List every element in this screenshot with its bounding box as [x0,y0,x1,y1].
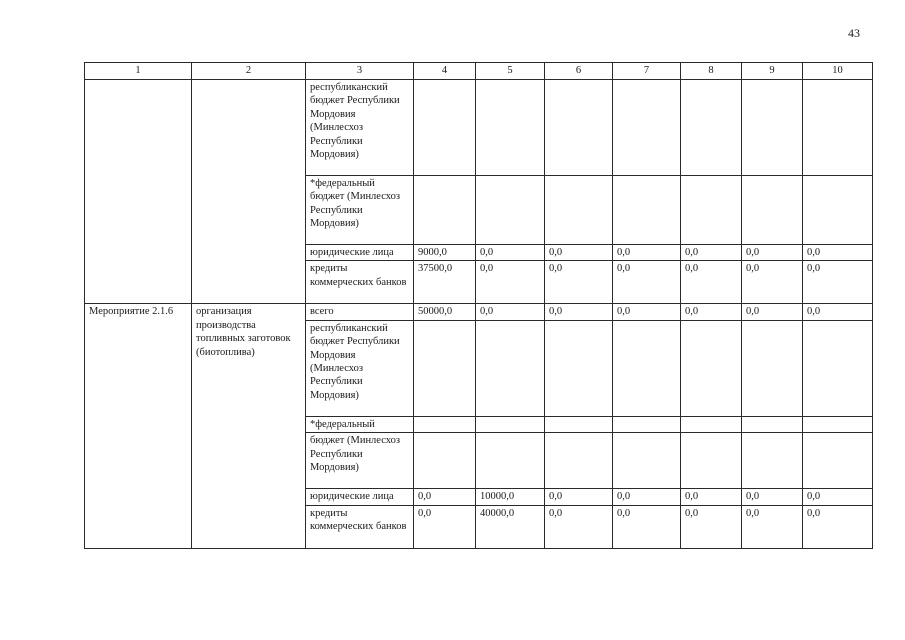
value-cell: 0,0 [545,304,613,320]
funding-source-cell: юридические лица [306,245,414,261]
measure-cell [85,80,192,304]
funding-source-cell: кредиты коммерческих банков [306,261,414,304]
value-cell: 0,0 [803,245,873,261]
value-cell: 0,0 [681,261,742,304]
funding-source-cell: *федеральный [306,416,414,432]
value-cell: 0,0 [742,304,803,320]
value-cell [414,433,476,489]
value-cell [545,416,613,432]
value-cell: 0,0 [545,505,613,548]
value-cell: 0,0 [681,245,742,261]
value-cell: 0,0 [681,304,742,320]
value-cell: 0,0 [803,261,873,304]
value-cell [803,320,873,416]
funding-source-cell: республиканский бюджет Республики Мордовия (Минлесхоз Республики Мордовия) [306,320,414,416]
value-cell: 0,0 [476,245,545,261]
value-cell [803,416,873,432]
table-row [85,304,873,320]
value-cell [476,176,545,245]
value-cell: 9000,0 [414,245,476,261]
funding-source-cell: юридические лица [306,489,414,505]
value-cell: 0,0 [681,489,742,505]
value-cell: 37500,0 [414,261,476,304]
value-cell [681,416,742,432]
value-cell: 0,0 [613,505,681,548]
value-cell: 0,0 [414,505,476,548]
value-cell: 0,0 [742,245,803,261]
value-cell: 0,0 [613,261,681,304]
funding-source-cell: *федеральный бюджет (Минлесхоз Республики Мордовия) [306,176,414,245]
value-cell: 0,0 [476,261,545,304]
column-number: 4 [414,63,476,80]
column-number: 7 [613,63,681,80]
value-cell [476,320,545,416]
column-number: 3 [306,63,414,80]
value-cell: 0,0 [742,261,803,304]
column-number: 1 [85,63,192,80]
value-cell: 40000,0 [476,505,545,548]
value-cell: 0,0 [803,304,873,320]
value-cell [681,80,742,176]
value-cell: 0,0 [803,505,873,548]
column-number: 10 [803,63,873,80]
value-cell [742,416,803,432]
value-cell [803,80,873,176]
measure-name-cell: организация производства топливных заготовок (биотоплива) [192,304,306,548]
value-cell: 0,0 [414,489,476,505]
value-cell: 0,0 [742,505,803,548]
value-cell: 0,0 [545,489,613,505]
value-cell [613,80,681,176]
value-cell: 0,0 [613,489,681,505]
value-cell [414,176,476,245]
column-number: 9 [742,63,803,80]
measure-name-cell [192,80,306,304]
value-cell [545,320,613,416]
funding-source-cell: всего [306,304,414,320]
value-cell [545,176,613,245]
value-cell: 10000,0 [476,489,545,505]
value-cell [476,433,545,489]
value-cell [545,80,613,176]
value-cell [414,416,476,432]
value-cell [681,433,742,489]
value-cell [414,80,476,176]
budget-table [84,62,873,549]
column-number: 6 [545,63,613,80]
value-cell [681,320,742,416]
value-cell: 0,0 [681,505,742,548]
value-cell [742,433,803,489]
value-cell [613,416,681,432]
value-cell [742,80,803,176]
value-cell [414,320,476,416]
measure-cell: Мероприятие 2.1.6 [85,304,192,548]
value-cell [742,176,803,245]
value-cell [476,80,545,176]
value-cell [681,176,742,245]
value-cell: 0,0 [545,261,613,304]
value-cell: 50000,0 [414,304,476,320]
page-number: 43 [848,26,860,40]
column-number: 2 [192,63,306,80]
value-cell: 0,0 [545,245,613,261]
value-cell: 0,0 [476,304,545,320]
value-cell [613,433,681,489]
value-cell: 0,0 [803,489,873,505]
value-cell: 0,0 [613,304,681,320]
value-cell: 0,0 [613,245,681,261]
table-row [85,80,873,176]
value-cell [545,433,613,489]
column-number: 8 [681,63,742,80]
funding-source-cell: кредиты коммерческих банков [306,505,414,548]
value-cell [476,416,545,432]
value-cell [742,320,803,416]
column-number: 5 [476,63,545,80]
column-number-row [85,63,873,80]
value-cell [613,320,681,416]
funding-source-cell: республиканский бюджет Республики Мордовия (Минлесхоз Республики Мордовия) [306,80,414,176]
value-cell [803,433,873,489]
value-cell [613,176,681,245]
value-cell: 0,0 [742,489,803,505]
value-cell [803,176,873,245]
funding-source-cell: бюджет (Минлесхоз Республики Мордовия) [306,433,414,489]
